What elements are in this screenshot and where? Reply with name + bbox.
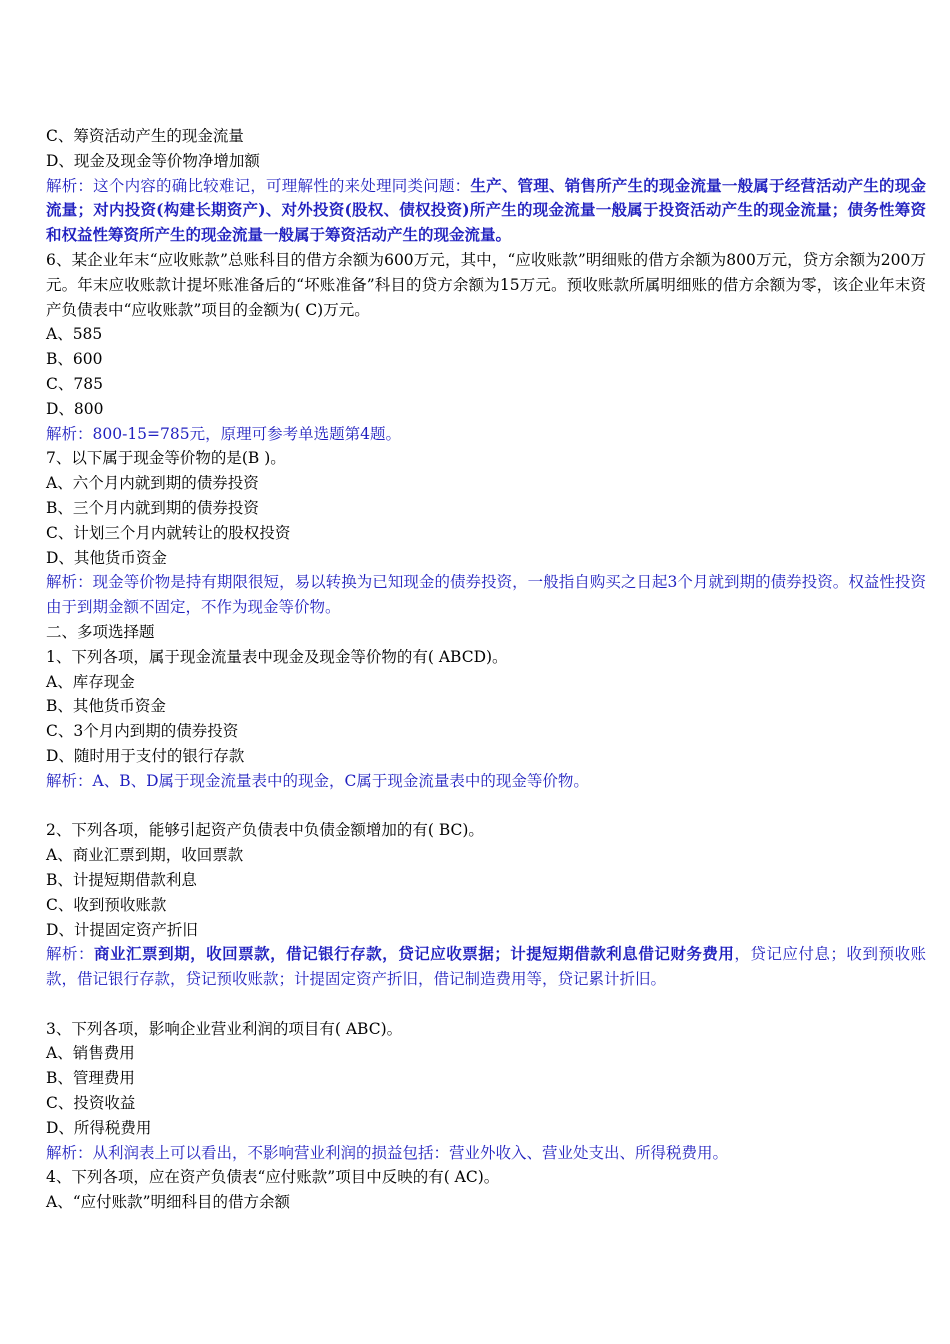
multi-question-2-analysis: [46, 942, 926, 992]
multi-question-1-analysis: 解析：A、B、D属于现金流量表中的现金，C属于现金流量表中的现金等价物。: [46, 771, 589, 790]
question-7-option-a: A、六个月内就到期的债券投资: [46, 474, 259, 493]
option-c-financing: C、筹资活动产生的现金流量: [46, 127, 244, 145]
document-body: [46, 124, 926, 1215]
multi-question-4-text: 4、下列各项，应在资产负债表“应付账款”项目中反映的有( AC)。: [46, 1168, 500, 1187]
analysis-lead-text: 解析：这个内容的确比较难记，可理解性的来处理同类问题：: [46, 176, 471, 195]
multi-question-3-analysis: 解析：从利润表上可以看出，不影响营业利润的损益包括：营业外收入、营业处支出、所得税费用。: [46, 1143, 729, 1162]
multi-question-2-option-a: A、商业汇票到期，收回票款: [46, 846, 244, 865]
option-d-net-increase: D、现金及现金等价物净增加额: [46, 151, 260, 170]
multi-question-3-text: 3、下列各项，影响企业营业利润的项目有( ABC)。: [46, 1019, 403, 1038]
question-6-option-c: C、785: [46, 374, 103, 393]
analysis-bold-text: 商业汇票到期，收回票款，借记银行存款，贷记应收票据；计提短期借款利息借记财务费用: [94, 944, 735, 964]
multi-question-2-option-c: C、收到预收账款: [46, 895, 167, 914]
multi-question-3-option-c: C、投资收益: [46, 1094, 136, 1113]
question-6-analysis: 解析：800-15=785元，原理可参考单选题第4题。: [46, 424, 401, 443]
question-7-option-d: D、其他货币资金: [46, 548, 167, 567]
analysis-bold-text: 生产、管理、销售所产生的现金流量一般属于经营活动产生的现金流量；对内投资(构建长期资产)、对外投资(股权、债权投资)所产生的现金流量一般属于投资活动产生的现金流量；债务性筹资和权益性筹资所产生的现金流量一般属于筹资活动产生的现金流量。: [46, 175, 926, 245]
section-heading-multiple-choice: 二、多项选择题: [46, 622, 155, 641]
blank-spacer: [46, 794, 926, 819]
multi-question-2-option-b: B、计提短期借款利息: [46, 870, 197, 889]
blank-spacer: [46, 992, 926, 1017]
multi-question-1-option-a: A、库存现金: [46, 672, 135, 691]
multi-question-1-option-d: D、随时用于支付的银行存款: [46, 746, 245, 765]
multi-question-1-option-b: B、其他货币资金: [46, 697, 166, 716]
multi-question-3-option-a: A、销售费用: [46, 1044, 135, 1063]
analysis-lead-text: 解析：: [46, 945, 95, 964]
question-6-option-d: D、800: [46, 399, 104, 418]
question-7-text: 7、以下属于现金等价物的是(B )。: [46, 449, 286, 468]
question-7-option-c: C、计划三个月内就转让的股权投资: [46, 523, 291, 542]
multi-question-2-option-d: D、计提固定资产折旧: [46, 920, 198, 939]
question-6-option-a: A、585: [46, 325, 103, 344]
analysis-rest-text: ，贷记应付息；收到预收账款，借记银行存款，贷记预收账款；计提固定资产折旧，借记制造费用等，贷记累计折旧。: [46, 945, 926, 989]
question-6-text: 6、某企业年末“应收账款”总账科目的借方余额为600万元，其中，“应收账款”明细账的借方余额为800万元，贷方余额为200万元。年末应收账款计提坏账准备后的“坏账准备”科目的贷方余额为15万元。预收账款所属明细账的借方余额为零，该企业年末资产负债表中“应收账款”项目的金额为( C)万元。: [46, 250, 926, 319]
multi-question-2-text: 2、下列各项，能够引起资产负债表中负债金额增加的有( BC)。: [46, 821, 484, 840]
question-7-analysis: 解析：现金等价物是持有期限很短，易以转换为已知现金的债券投资，一般指自购买之日起3个月就到期的债券投资。权益性投资由于到期金额不固定，不作为现金等价物。: [46, 573, 926, 617]
question-6-option-b: B、600: [46, 350, 103, 369]
question-7-option-b: B、三个月内就到期的债券投资: [46, 498, 259, 517]
multi-question-1-option-c: C、3个月内到期的债券投资: [46, 722, 239, 741]
multi-question-3-option-b: B、管理费用: [46, 1069, 135, 1088]
multi-question-3-option-d: D、所得税费用: [46, 1118, 152, 1137]
analysis-cash-flow-classification: [46, 174, 926, 248]
multi-question-1-text: 1、下列各项，属于现金流量表中现金及现金等价物的有( ABCD)。: [46, 647, 508, 666]
multi-question-4-option-a: A、“应付账款”明细科目的借方余额: [46, 1193, 291, 1212]
